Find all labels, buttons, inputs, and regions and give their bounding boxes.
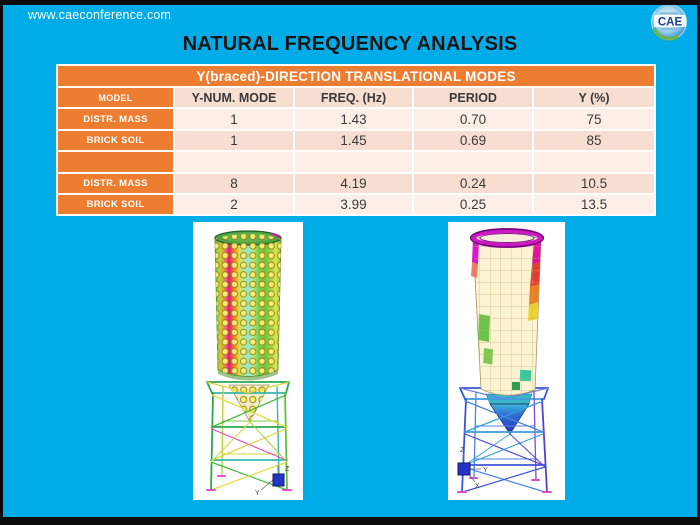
row-label: BRICK SOIL	[58, 131, 173, 150]
row-label-empty	[58, 152, 173, 171]
table-cell: 0.24	[414, 174, 532, 193]
axis-label-y: Y	[483, 467, 488, 474]
table-cell: 0.25	[414, 195, 532, 214]
axis-label-y: Y	[255, 490, 260, 497]
column-header-mode: Y-NUM. MODE	[175, 88, 293, 107]
logo-text: CAE	[657, 16, 683, 29]
column-header-model: MODEL	[58, 88, 173, 107]
modes-table	[56, 64, 656, 216]
page-title: NATURAL FREQUENCY ANALYSIS	[182, 33, 518, 55]
table-cell: 8	[175, 174, 293, 193]
axis-label-z: Z	[460, 447, 465, 454]
table-cell: 10.5	[534, 174, 654, 193]
table-cell: 1	[175, 131, 293, 150]
table-cell: 75	[534, 109, 654, 128]
fea-figure-distr-mass	[193, 222, 303, 500]
table-cell: 1.43	[295, 109, 412, 128]
row-label: DISTR. MASS	[58, 174, 173, 193]
table-cell: 4.19	[295, 174, 412, 193]
table-cell	[175, 152, 293, 171]
table-cell: 0.69	[414, 131, 532, 150]
table-cell: 0.70	[414, 109, 532, 128]
table-cell: 2	[175, 195, 293, 214]
axis-label-z: Z	[285, 466, 290, 473]
row-label: DISTR. MASS	[58, 109, 173, 128]
column-header-freq: FREQ. (Hz)	[295, 88, 412, 107]
table-cell: 1.45	[295, 131, 412, 150]
column-header-y: Y (%)	[534, 88, 654, 107]
table-cell: 3.99	[295, 195, 412, 214]
table-cell	[414, 152, 532, 171]
table-title: Y(braced)-DIRECTION TRANSLATIONAL MODES	[58, 66, 654, 86]
silo-fea-rainbow-icon	[193, 222, 303, 500]
table-cell	[534, 152, 654, 171]
silo-fea-mesh-icon	[448, 222, 565, 500]
axis-label-x: X	[475, 483, 480, 490]
row-label: BRICK SOIL	[58, 195, 173, 214]
table-cell: 13.5	[534, 195, 654, 214]
table-cell	[295, 152, 412, 171]
table-cell: 1	[175, 109, 293, 128]
website-url-link[interactable]: www.caeconference.com	[28, 8, 172, 22]
column-header-period: PERIOD	[414, 88, 532, 107]
table-cell: 85	[534, 131, 654, 150]
axis-triad	[255, 465, 290, 497]
fea-figure-brick-soil	[448, 222, 565, 500]
